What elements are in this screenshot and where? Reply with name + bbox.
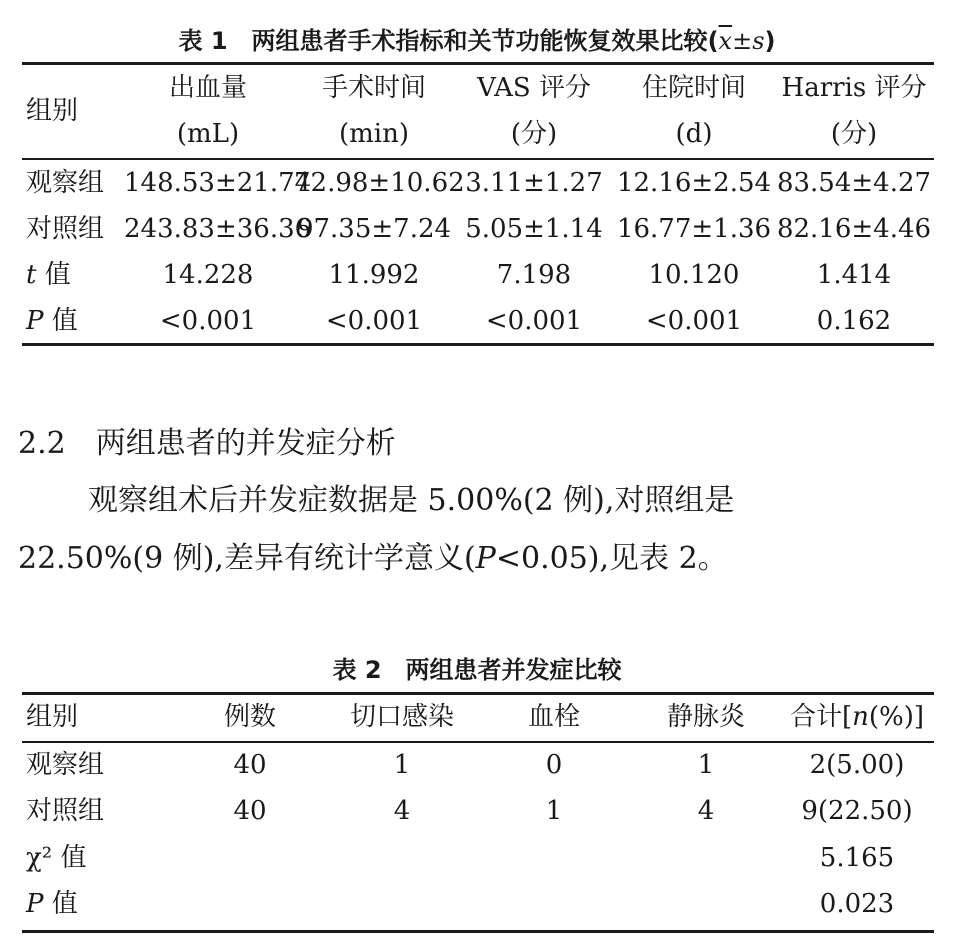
table1-cell: <0.001 (485, 306, 583, 336)
table2-cell: 40 (233, 750, 267, 780)
table1-cell: 97.35±7.24 (296, 214, 452, 244)
table1-col-name: VAS 评分 (477, 73, 591, 103)
p-suffix: 值 (43, 889, 78, 919)
table2-cell: 1 (393, 750, 411, 780)
table2-header-total (780, 701, 934, 733)
table1-cell: 0.162 (816, 306, 892, 336)
table1-p-row-label (26, 305, 78, 337)
table1-top-rule (22, 62, 934, 65)
paragraph-line-1: 观察组术后并发症数据是 5.00%(2 例),对照组是 (88, 483, 735, 518)
table2-cell: 1 (697, 750, 715, 780)
table1-cell: 10.120 (648, 260, 740, 290)
table1-cell: 1.414 (816, 260, 892, 290)
total-header-end: (%)] (868, 702, 925, 732)
table1-cell: 14.228 (162, 260, 254, 290)
table1-col-name: Harris 评分 (781, 73, 927, 103)
table2-header-thrombus: 血栓 (527, 702, 580, 732)
table1-caption-pm-symbol: ± (732, 27, 753, 55)
table2-cell: 4 (393, 796, 411, 826)
table2-cell: 9(22.50) (801, 796, 913, 826)
table1-group-header: 组别 (26, 96, 79, 126)
table1-bottom-rule (22, 343, 934, 346)
table1-cell: 243.83±36.36 (124, 214, 312, 244)
paragraph-line-2-end: <0.05),见表 2。 (495, 541, 728, 576)
table2-p-value: 0.023 (819, 889, 895, 919)
table1-col-name: 出血量 (168, 73, 247, 103)
table2-top-rule (22, 692, 934, 695)
t-symbol: t (26, 260, 37, 290)
paragraph-line-2 (18, 540, 728, 578)
table1-cell: 72.98±10.62 (294, 168, 465, 198)
table1-cell: <0.001 (645, 306, 743, 336)
table2-header-incision: 切口感染 (349, 702, 454, 732)
table1-caption-text: 表 1 两组患者手术指标和关节功能恢复效果比较 (178, 27, 708, 55)
table2-cell: 1 (545, 796, 563, 826)
table1-cell: 12.16±2.54 (616, 168, 772, 198)
table2-header-group: 组别 (26, 702, 79, 732)
t-suffix: 值 (36, 260, 71, 290)
table1-row-label: 对照组 (26, 214, 105, 244)
table1-cell: 82.16±4.46 (776, 214, 932, 244)
table1-col-unit: (mL) (176, 119, 240, 149)
table1-cell: 5.05±1.14 (465, 214, 603, 244)
table1-caption-mean-symbol: $\overline{x}$ (718, 27, 733, 55)
table1-caption (0, 26, 954, 56)
table1-cell: 11.992 (328, 260, 420, 290)
table2-header-rule (22, 741, 934, 743)
table1-col-unit: (d) (675, 119, 713, 149)
table2-p-row-label (26, 888, 78, 920)
table1-cell: 16.77±1.36 (616, 214, 772, 244)
table2-caption: 表 2 两组患者并发症比较 (332, 656, 622, 684)
table1-header-rule (22, 158, 934, 160)
section-heading: 2.2 两组患者的并发症分析 (18, 426, 396, 461)
table2-chi-row-label: χ² 值 (26, 843, 87, 873)
table1-caption-paren-close: ) (764, 27, 776, 55)
paragraph-line-2-start: 22.50%(9 例),差异有统计学意义( (18, 541, 476, 576)
table2-row-label: 观察组 (26, 750, 105, 780)
table2-bottom-rule (22, 930, 934, 933)
table2-chi-value: 5.165 (819, 843, 895, 873)
table1-col-name: 住院时间 (641, 73, 746, 103)
table2-header-phlebitis: 静脉炎 (666, 702, 745, 732)
paragraph-p-symbol: P (475, 541, 496, 576)
table2-cell: 0 (545, 750, 563, 780)
p-symbol: P (26, 889, 44, 919)
table1-col-name: 手术时间 (321, 73, 426, 103)
table1-caption-sd-symbol: s (752, 27, 765, 55)
table1-t-row-label (26, 259, 71, 291)
p-symbol: P (26, 306, 44, 336)
table2-cell: 40 (233, 796, 267, 826)
table2-cell: 2(5.00) (809, 750, 905, 780)
table1-col-unit: (min) (338, 119, 409, 149)
total-header-n: n (852, 702, 869, 732)
table2-row-label: 对照组 (26, 796, 105, 826)
table1-cell: 3.11±1.27 (465, 168, 603, 198)
table1-row-label: 观察组 (26, 168, 105, 198)
table1-caption-paren-open: ( (707, 27, 719, 55)
table1-cell: <0.001 (159, 306, 257, 336)
total-header-start: 合计[ (789, 702, 853, 732)
table2-cell: 4 (697, 796, 715, 826)
p-suffix: 值 (43, 306, 78, 336)
table1-cell: <0.001 (325, 306, 423, 336)
table1-cell: 83.54±4.27 (776, 168, 932, 198)
table1-col-unit: (分) (510, 119, 558, 149)
table2-header-count: 例数 (223, 702, 276, 732)
table1-cell: 7.198 (496, 260, 572, 290)
table1-col-unit: (分) (830, 119, 878, 149)
table1-cell: 148.53±21.74 (124, 168, 312, 198)
